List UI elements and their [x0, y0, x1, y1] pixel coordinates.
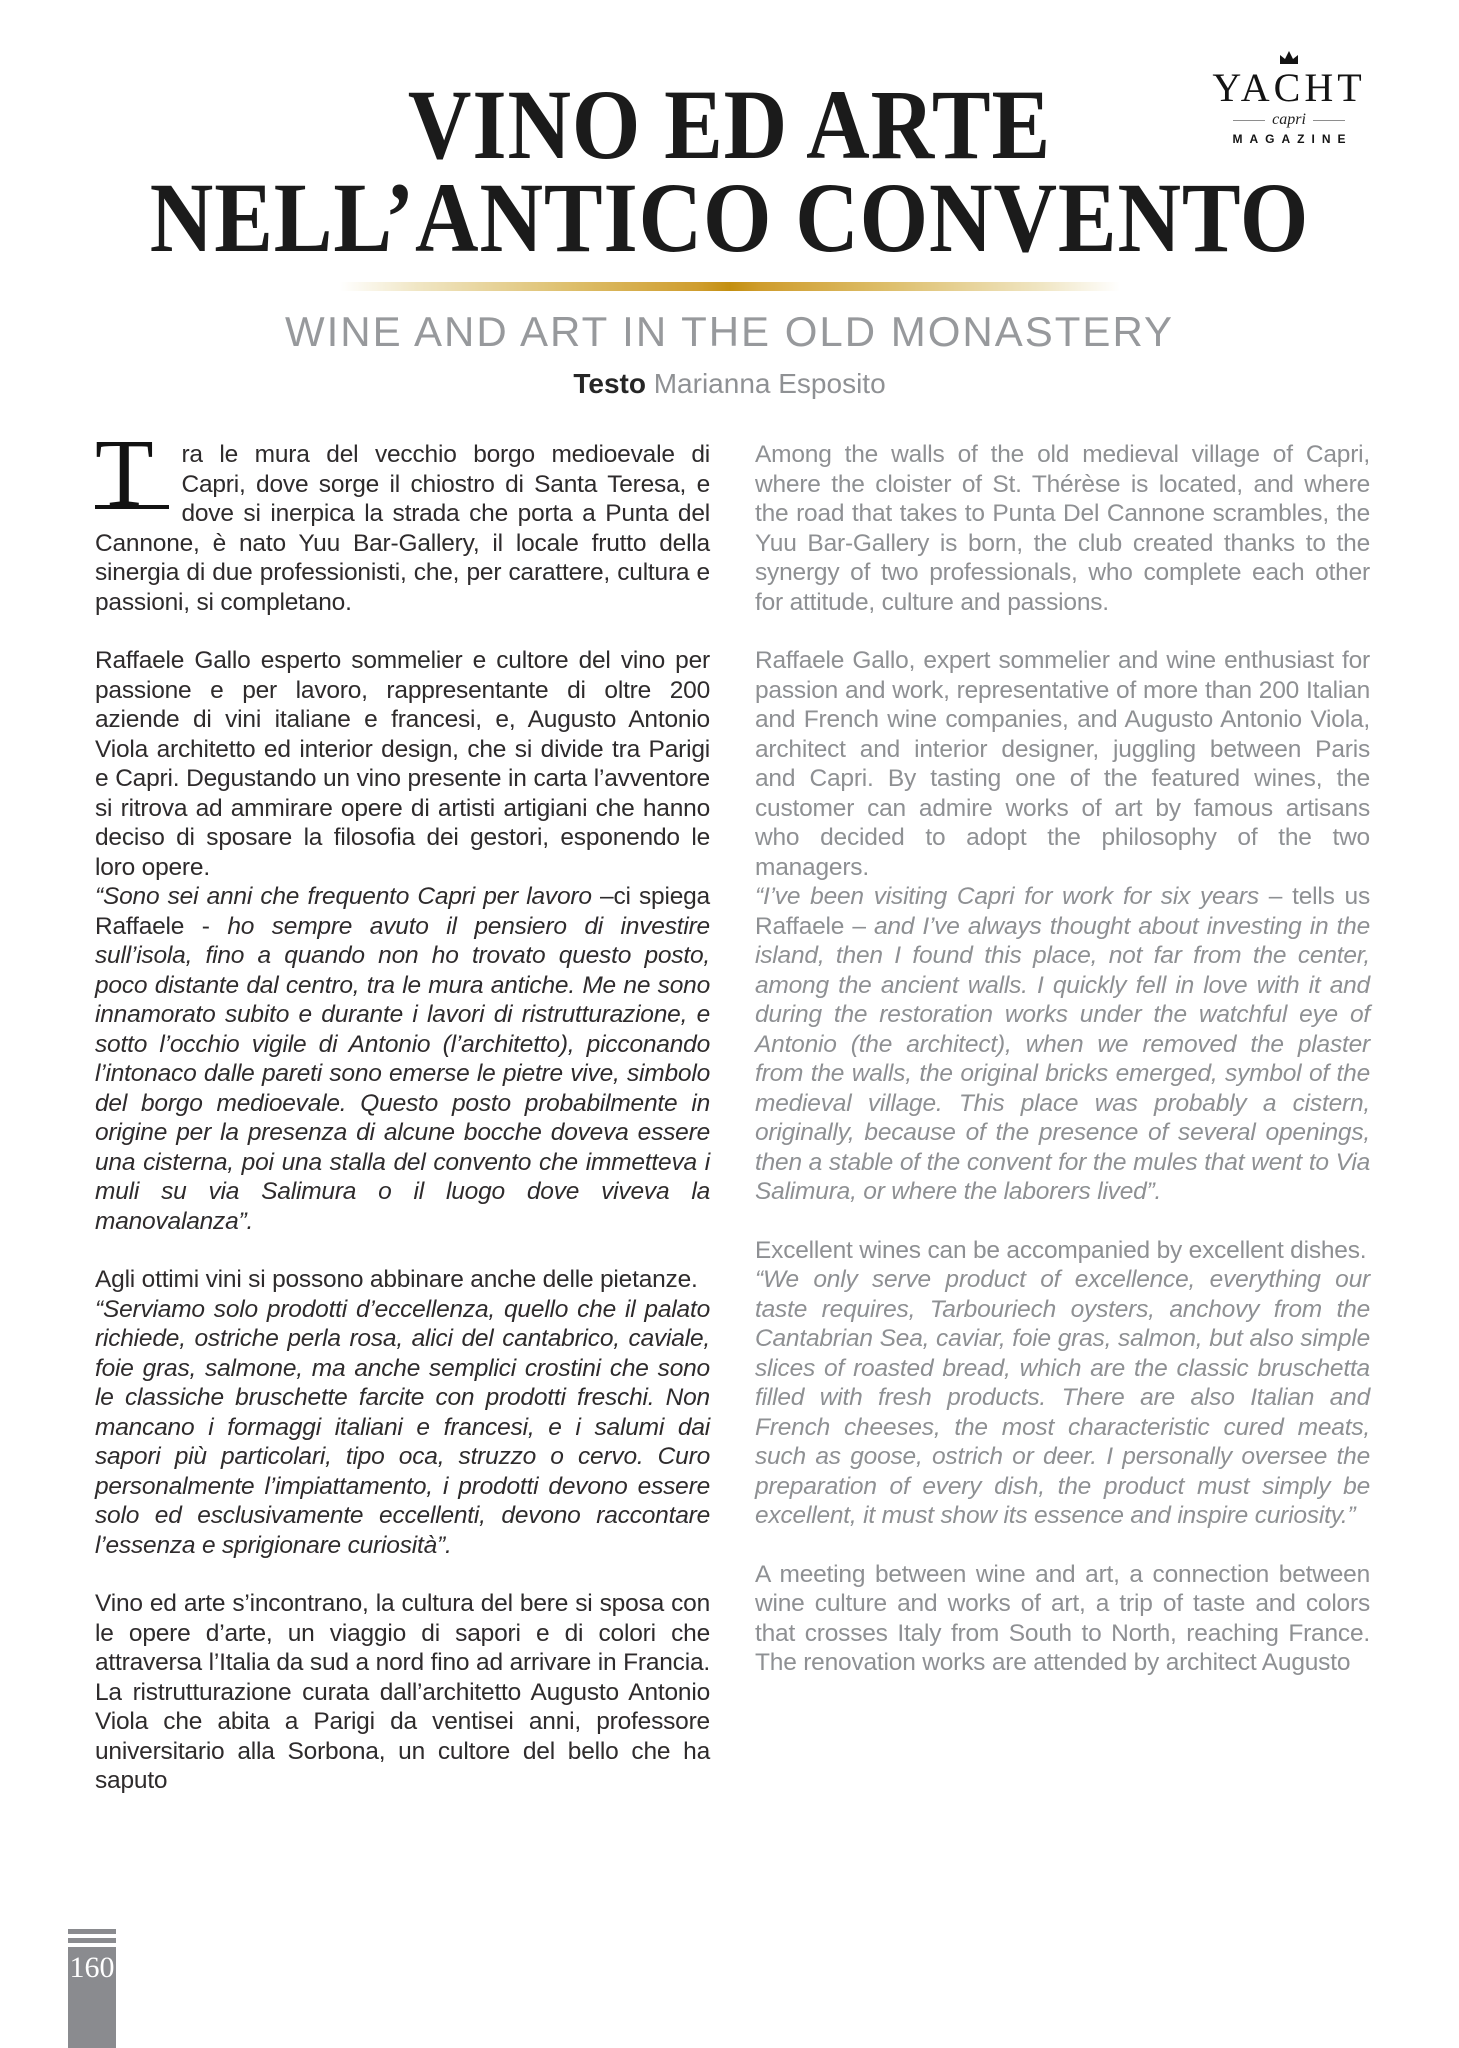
- byline-author: Marianna Esposito: [653, 368, 886, 399]
- page-number-block: [68, 1929, 116, 2048]
- quote-paragraph: “Serviamo solo prodotti d’eccellenza, quello che il palato richiede, ostriche perla rosa, alici del cantabrico, caviale, foie gras, salmone, ma anche semplici crostini che sono le classiche bruschette farcite con prodotti freschi. Non mancano i formaggi italiani e francesi, e i salumi dai sapori più particolari, tipo oca, struzzo o cervo. Curo personalmente l’impiattamento, i prodotti devono essere solo ed esclusivamente eccellenti, devono raccontare l’essenza e sprigionare curiosità”.: [95, 1295, 710, 1559]
- paragraph: A meeting between wine and art, a connection between wine culture and works of art, a trip of taste and colors that crosses Italy from South to North, reaching France. The renovation works are attended by architect Augusto: [755, 1560, 1370, 1676]
- drop-cap: T: [95, 444, 169, 509]
- footer-stripe: [68, 1938, 116, 1943]
- article-body: [0, 419, 1459, 1796]
- quote-open: “Sono sei anni che frequento Capri per lavoro: [95, 883, 601, 910]
- gold-divider: [340, 282, 1120, 291]
- paragraph: Vino ed arte s’incontrano, la cultura del bere si sposa con le opere d’arte, un viaggio di sapori e di colori che attraversa l’Italia da sud a nord fino ad arrivare in Francia. La ristrutturazione curata dall’architetto Augusto Antonio Viola che abita a Parigi da ventisei anni, professore universitario alla Sorbona, un cultore del bello che ha saputo: [95, 1590, 710, 1794]
- title-line-2: NELL’ANTICO CONVENTO: [149, 162, 1310, 273]
- byline: [0, 368, 1459, 400]
- quote-open: “I’ve been visiting Capri for work for six years: [755, 883, 1269, 910]
- quote-paragraph: [755, 882, 1370, 1207]
- paragraph-text: ra le mura del vecchio borgo medioevale di Capri, dove sorge il chiostro di Santa Teresa, e dove si inerpica la strada che porta a Punta del Cannone, è nato Yuu Bar-Gallery, il locale frutto della sinergia di due professionisti, che, per carattere, cultura e passioni, si completano.: [95, 441, 710, 616]
- quote-rest: ho sempre avuto il pensiero di investire sull’isola, fino a quando non ho trovato questo posto, poco distante dal centro, tra le mura antiche. Me ne sono innamorato subito e durante i lavori di ristrutturazione, e sotto l’occhio vigile di Antonio (l’architetto), picconando l’intonaco dalle pareti sono emerse le pietre vive, simbolo del borgo medioevale. Questo posto probabilmente in origine per la presenza di alcune bocche doveva essere una cisterna, poi una stalla del convento che immetteva i muli su via Salimura o il luogo dove viveva la manovalanza”.: [95, 912, 710, 1235]
- paragraph: [95, 419, 710, 617]
- quote-paragraph: [95, 882, 710, 1236]
- subtitle: WINE AND ART IN THE OLD MONASTERY: [284, 308, 1175, 355]
- paragraph: Agli ottimi vini si possono abbinare anche delle pietanze.: [95, 1266, 698, 1293]
- logo-name: YACHT: [1212, 65, 1366, 110]
- paragraph: Raffaele Gallo, expert sommelier and wine enthusiast for passion and work, representative of more than 200 Italian and French wine companies, and Augusto Antonio Viola, architect and interior designer, juggling between Paris and Capri. By tasting one of the featured wines, the customer can admire works of art by famous artisans who decided to adopt the philosophy of the two managers.: [755, 647, 1370, 881]
- quote-paragraph: “We only serve product of excellence, everything our taste requires, Tarbouriech oysters, anchovy from the Cantabrian Sea, caviar, foie gras, salmon, but also simple slices of roasted bread, which are the classic bruschetta filled with fresh products. There are also Italian and French cheeses, the most characteristic cured meats, such as goose, ostrich or deer. I personally oversee the preparation of every dish, the product must simply be excellent, it must show its essence and inspire curiosity.”: [755, 1266, 1370, 1529]
- paragraph: Raffaele Gallo esperto sommelier e cultore del vino per passione e per lavoro, rappresentante di oltre 200 aziende di vini italiane e francesi, e, Augusto Antonio Viola architetto ed interior design, che si divide tra Parigi e Capri. Degustando un vino presente in carta l’avventore si ritrova ad ammirare opere di artisti artigiani che hanno deciso di sposare la filosofia dei gestori, esponendo le loro opere.: [95, 647, 710, 881]
- italian-column: [95, 419, 710, 1796]
- page-number: 160: [68, 1947, 116, 2048]
- page-title: [88, 69, 1372, 273]
- english-column: [755, 440, 1370, 1796]
- quote-attribution: –ci spiega Raffaele -: [95, 883, 710, 940]
- quote-rest: and I’ve always thought about investing in the island, then I found this place, not far from the center, among the ancient walls. I quickly fell in love with it and during the restoration works under the watchful eye of Antonio (the architect), when we removed the plaster from the walls, the original bricks emerged, symbol of the medieval village. This place was probably a cistern, originally, because of the presence of several openings, then a stable of the convent for the mules that went to Via Salimura, or where the laborers lived”.: [755, 912, 1370, 1205]
- logo-capri-text: capri: [1272, 111, 1306, 128]
- logo-tagline: MAGAZINE: [1232, 132, 1353, 146]
- byline-label: Testo: [573, 368, 646, 399]
- paragraph: Among the walls of the old medieval village of Capri, where the cloister of St. Thérèse is located, and where the road that takes to Punta Del Cannone scrambles, the Yuu Bar-Gallery is born, the club created thanks to the synergy of two professionals, who complete each other for attitude, culture and passions.: [755, 441, 1370, 616]
- quote-attribution: – tells us Raffaele –: [755, 883, 1371, 940]
- paragraph: Excellent wines can be accompanied by excellent dishes.: [755, 1236, 1367, 1264]
- title-line-1: VINO ED ARTE: [407, 69, 1052, 180]
- footer-stripe: [68, 1929, 116, 1934]
